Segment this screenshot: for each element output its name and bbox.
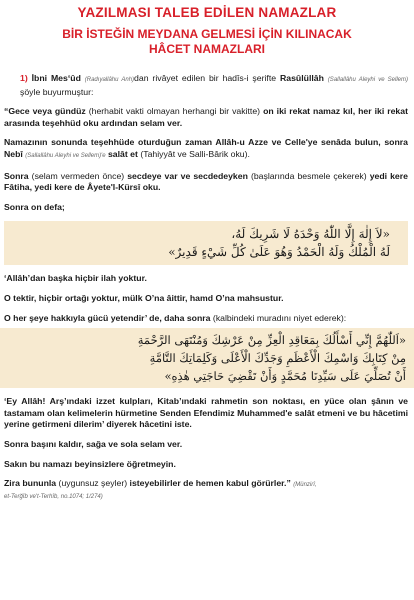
bold-text: on iki rekat namaz kıl, her iki rekat arasında teşehhüd oku ardından selam ver. [4, 106, 408, 128]
honorific: (Sallallâhu Aleyhi ve Sellem) [327, 77, 409, 83]
arabic-dua-box [0, 328, 414, 388]
bold-text: Namazının sonunda teşehhüde oturduğun zaman Allâh-u Azze ve Celle'ye senâda bulun, sonra Nebî [4, 137, 408, 159]
bold-text: O her şeye hakkıyla gücü yetendir’ de, daha sonra [4, 312, 211, 323]
paragraph-4 [4, 171, 408, 194]
paren-text: (başlarında besmele çekerek) [250, 170, 367, 181]
honorific: (Radıyallâhu Anh) [84, 77, 135, 83]
paragraph-1 [4, 73, 408, 98]
bold-text: secdeye var ve secdedeyken [127, 170, 248, 181]
subtitle-line-2: HÂCET NAMAZLARI [149, 42, 265, 56]
arabic-line: أَنْ تُصَلِّيَ عَلَى سَيِّدِنَا مُحَمَّدٍ وَأَنْ تَقْضِيَ حَاجَتِي هٰذِهِ» [164, 369, 406, 384]
page-subtitle [0, 27, 414, 57]
paragraph-8 [4, 313, 408, 325]
bold-text: “Gece veya gündüz [4, 106, 86, 117]
paragraph-6: ‘Allâh’dan başka hiçbir ilah yoktur. [4, 273, 147, 284]
arabic-line: «اَللّٰهُمَّ إِنِّي أَسْأَلُكَ بِمَعَاقِدِ الْعِزِّ مِنْ عَرْشِكَ وَمُنْتَهَى الرَّحْمَةِ [137, 333, 406, 348]
paragraph-text: dan rivâyet edilen bir hadîs-i şerifte [134, 73, 277, 83]
paragraph-12 [4, 478, 408, 503]
bold-text: Zira bununla [4, 478, 57, 489]
paren-text: (kalbindeki muradını niyet ederek): [212, 312, 347, 323]
paragraph-10: Sonra başını kaldır, sağa ve sola selam ver. [4, 438, 183, 449]
item-number: 1) [20, 73, 28, 83]
source-citation: et-Terğîb ve't-Terhîb, no.1074; 1/274) [4, 493, 103, 500]
arabic-line: «لاَ إِلٰهَ إِلَّا اللّٰهُ وَحْدَهُ لَا شَرِيكَ لَهُ، [231, 227, 390, 242]
paragraph-11: Sakın bu namazı beyinsizlere öğretmeyin. [4, 458, 176, 469]
paragraph-5: Sonra on defa; [4, 201, 65, 212]
paren-text: (uygunsuz şeyler) [58, 478, 128, 489]
bold-text: Sonra [4, 170, 29, 181]
bold-text: yedi kere Fâtiha, yedi kere de Âyete'l-Kürsî oku. [4, 170, 408, 193]
paragraph-2 [4, 106, 408, 129]
bold-text: isteyebilirler de hemen kabul görürler.” [129, 478, 291, 489]
paragraph-9: ‘Ey Allâh! Arş’ındaki izzet kulpları, Kitab’ındaki rahmetin son noktası, en yüce olan şânın ve tastamam olan kelimelerin hürmetine Senden Efendimiz Muhammed'e salât etmeni ve bu hâcetimi yerine getirmeni dilerim’ diyerek hâcetini iste. [4, 396, 408, 430]
prophet-name: Rasûlüllâh [279, 73, 324, 83]
paren-text: (Tahiyyât ve Salli-Bârik oku). [140, 148, 250, 159]
paren-text: (selam vermeden önce) [31, 170, 125, 181]
paren-text: (herhabit vakti olmayan herhangi bir vakitte) [88, 106, 261, 117]
page-title: YAZILMASI TALEB EDİLEN NAMAZLAR [77, 5, 337, 20]
article-body [4, 73, 408, 503]
subtitle-line-1: BİR İSTEĞİN MEYDANA GELMESİ İÇİN KILINACAK [62, 27, 352, 41]
arabic-line: مِنْ كِتَابِكَ وَاسْمِكَ الْأَعْظَمِ وَجَدِّكَ الْأَعْلَى وَكَلِمَاتِكَ التَّامَّةِ [149, 351, 406, 366]
paragraph-7: O tektir, hiçbir ortağı yoktur, mülk O’na âittir, hamd O’na mahsustur. [4, 292, 284, 303]
honorific: (Sallallâhu Aleyhi ve Sellem)'e [25, 152, 106, 159]
bold-text: salât et [107, 148, 138, 159]
paragraph-text: şöyle buyurmuştur: [20, 86, 94, 97]
arabic-line: لَهُ الْمُلْكُ وَلَهُ الْحَمْدُ وَهُوَ عَلَىٰ كُلِّ شَيْءٍ قَدِيرٌ» [168, 245, 390, 260]
source-citation: (Münzirî, [293, 482, 317, 489]
arabic-dhikr-box [4, 221, 408, 265]
narrator-name: İbni Mes‘ûd [31, 73, 81, 83]
paragraph-3 [4, 137, 408, 162]
